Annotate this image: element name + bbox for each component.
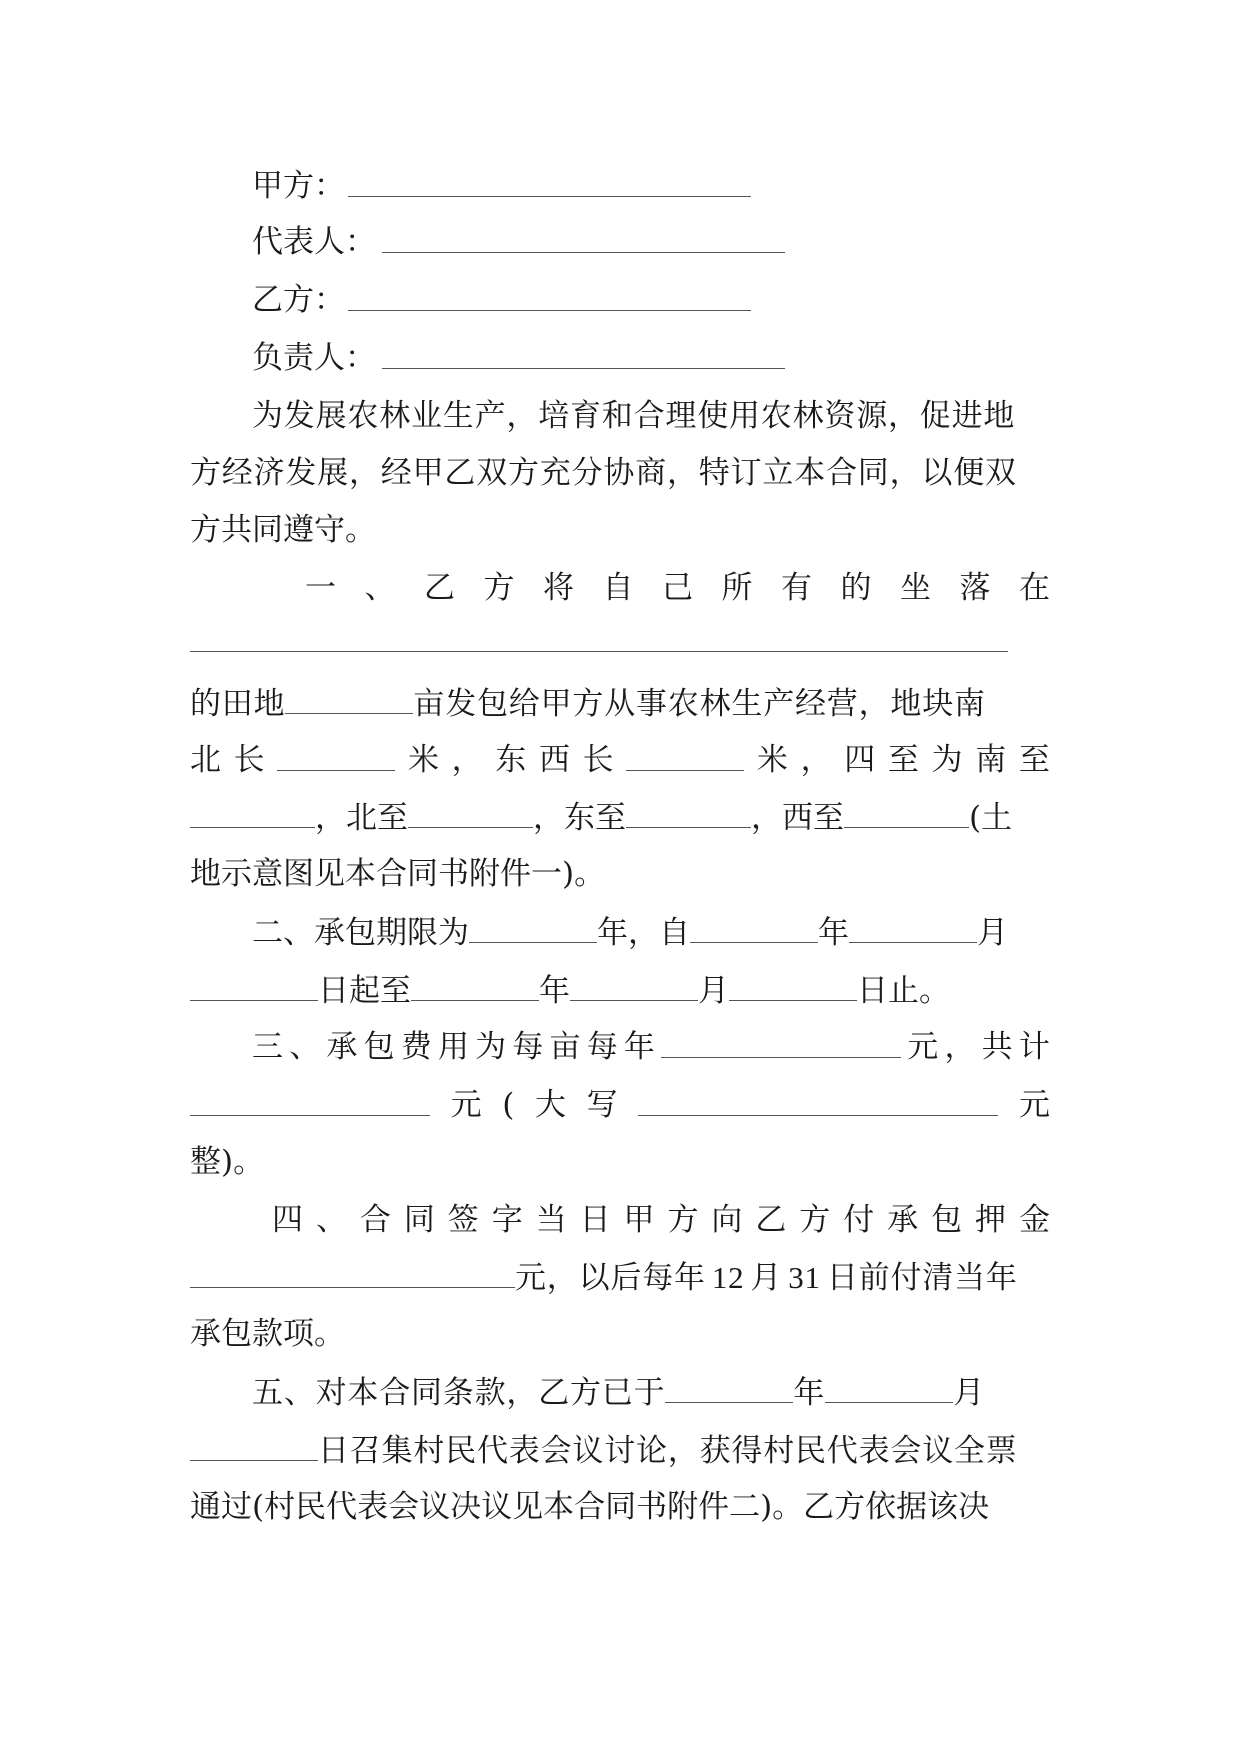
clause5-line-2 [190,1430,1018,1471]
west-boundary-blank[interactable] [844,797,969,828]
party-b-line [252,280,345,320]
clause-char: 大 [535,1087,567,1123]
clause4-line-2 [190,1257,1018,1298]
clause-char: 在 [1019,570,1050,606]
clause-char: ， [800,742,832,778]
preamble-line-3: 方共同遵守。 [190,512,376,548]
total-fee-uppercase-blank[interactable] [638,1085,998,1116]
clause-char: 押 [975,1202,1006,1238]
clause-char: 费 [400,1029,432,1065]
clause-char: 、 [315,1202,347,1238]
north-south-length-blank[interactable] [277,740,395,771]
clause-char: 米 [407,742,439,778]
clause-char: 签 [447,1202,479,1238]
clause1-line-1 [305,568,1050,608]
clause-char: 自 [602,570,634,606]
clause1-line-3 [190,683,986,724]
term-years-blank[interactable] [469,912,597,943]
clause3-line-1 [252,1027,1050,1067]
clause-char: 年 [623,1029,655,1065]
party-b-blank[interactable] [348,310,751,311]
meeting-year-blank[interactable] [665,1372,793,1403]
area-blank[interactable] [285,683,413,714]
total-fee-blank[interactable] [190,1085,430,1116]
clause-char: 每 [586,1029,618,1065]
end-month-blank[interactable] [570,970,698,1001]
clause-char: 承 [887,1202,919,1238]
payment-text: 日前付清当年 [826,1260,1018,1296]
representative-label: 代表人： [252,224,376,260]
clause1-line-5 [190,797,1012,838]
east-west-length-blank[interactable] [626,740,744,771]
start-day-blank[interactable] [190,970,318,1001]
east-label: ，东至 [533,800,626,836]
clause-char: 、 [289,1029,321,1065]
clause-char: 方 [483,570,515,606]
month-text: 月 [750,1260,783,1296]
clause-char: 元 [450,1087,482,1123]
clause-char: 长 [233,742,265,778]
east-boundary-blank[interactable] [626,797,751,828]
clause-char: ， [451,742,483,778]
fee-per-mu-blank[interactable] [661,1027,901,1058]
until-label: 日起至 [318,973,411,1009]
clause-char: 日 [579,1202,611,1238]
meeting-month-blank[interactable] [825,1372,953,1403]
clause-char: 将 [543,570,574,606]
clause4-line-3: 承包款项。 [190,1316,345,1352]
clause-char: 同 [403,1202,435,1238]
year-label: 年 [793,1375,826,1411]
clause-char: 北 [190,742,221,778]
clause-char: 南 [975,742,1007,778]
start-year-blank[interactable] [690,912,818,943]
clause3-line-2 [190,1085,1050,1125]
clause-char: 亩 [549,1029,581,1065]
clause-char: 元 [907,1029,939,1065]
clause-char: 每 [512,1029,544,1065]
clause-char: 方 [799,1202,831,1238]
clause-char: 共 [981,1029,1013,1065]
clause1-line-4 [190,740,1050,780]
party-a-label: 甲方： [252,168,345,204]
clause-char: 、 [364,570,396,606]
clause-char: 当 [535,1202,567,1238]
clause-char: 乙 [424,570,455,606]
clause-char: 西 [538,742,570,778]
deposit-text: 元，以后每年 [515,1260,706,1296]
end-day-blank[interactable] [729,970,857,1001]
clause-char: ( [502,1087,515,1123]
party-b-label: 乙方： [252,282,345,318]
clause-char: 落 [959,570,991,606]
clause-char: 有 [781,570,812,606]
clause-char: 至 [1018,742,1050,778]
clause-char: 用 [437,1029,469,1065]
month-number: 12 [711,1260,745,1295]
representative-line [252,222,376,262]
day-end-label: 日止。 [857,973,950,1009]
clause4-line-1 [272,1200,1050,1240]
clause-char: 东 [495,742,527,778]
south-boundary-blank[interactable] [190,797,315,828]
clause-char: 为 [931,742,963,778]
clause-char: 写 [586,1087,618,1123]
clause2-line-2 [190,970,950,1011]
clause5-intro: 五、对本合同条款，乙方已于 [252,1375,666,1411]
year-label: 年 [539,973,570,1009]
clause-char: 方 [667,1202,699,1238]
meeting-text: 日召集村民代表会议讨论，获得村民代表会议全票 [318,1433,1018,1469]
clause5-line-3: 通过(村民代表会议决议见本合同书附件二)。乙方依据该决 [190,1489,990,1525]
clause-char: 米 [756,742,788,778]
clause-char: 己 [662,570,693,606]
clause-char: 至 [887,742,919,778]
responsible-blank[interactable] [382,368,785,369]
clause-char: 向 [711,1202,743,1238]
preamble-line-1: 为发展农林业生产，培育和合理使用农林资源，促进地 [252,398,1016,434]
month-label: 月 [698,973,729,1009]
clause-char: 元 [1018,1087,1050,1123]
year-label: 年 [818,915,849,951]
month-label: 月 [953,1375,986,1411]
clause-char: 一 [305,570,336,606]
from-label: 年，自 [597,915,690,951]
clause-char: 包 [931,1202,963,1238]
clause-char: 字 [491,1202,523,1238]
north-boundary-blank[interactable] [408,797,533,828]
clause-char: 承 [326,1029,358,1065]
term-label: 二、承包期限为 [252,915,469,951]
clause-char: 乙 [755,1202,787,1238]
contract-text: 亩发包给甲方从事农林生产经营，地块南 [413,686,986,722]
clause3-line-3: 整)。 [190,1144,265,1180]
meeting-day-blank[interactable] [190,1430,318,1461]
clause2-line-1 [252,912,1008,953]
responsible-line [252,338,376,378]
field-label: 的田地 [190,686,286,722]
clause-char: 长 [582,742,614,778]
north-label: ，北至 [315,800,408,836]
party-a-blank[interactable] [348,196,751,197]
clause-char: 甲 [623,1202,655,1238]
party-a-line [252,166,345,206]
end-year-blank[interactable] [411,970,539,1001]
clause1-location-blank[interactable] [190,651,1008,652]
clause-char: 为 [475,1029,507,1065]
clause-char: 四 [844,742,876,778]
clause-char: 四 [272,1202,303,1238]
clause-char: 付 [843,1202,875,1238]
month-label: 月 [977,915,1008,951]
clause5-line-1 [252,1372,985,1413]
clause-char: 包 [363,1029,395,1065]
west-label: ，西至 [751,800,844,836]
clause-char: 所 [721,570,753,606]
clause-char: ， [944,1029,976,1065]
clause-char: 合 [359,1202,391,1238]
representative-blank[interactable] [382,252,785,253]
clause-char: 坐 [900,570,931,606]
clause-char: 计 [1018,1029,1050,1065]
clause1-line-6: 地示意图见本合同书附件一)。 [190,856,606,892]
annex-note-start: (土 [969,800,1013,836]
preamble-line-2: 方经济发展，经甲乙双方充分协商，特订立本合同，以便双 [190,455,1017,491]
clause-char: 金 [1018,1202,1050,1238]
deposit-amount-blank[interactable] [190,1257,515,1288]
start-month-blank[interactable] [849,912,977,943]
clause-char: 的 [840,570,872,606]
responsible-label: 负责人： [252,340,376,376]
day-number: 31 [788,1260,821,1295]
clause-char: 三 [252,1029,283,1065]
